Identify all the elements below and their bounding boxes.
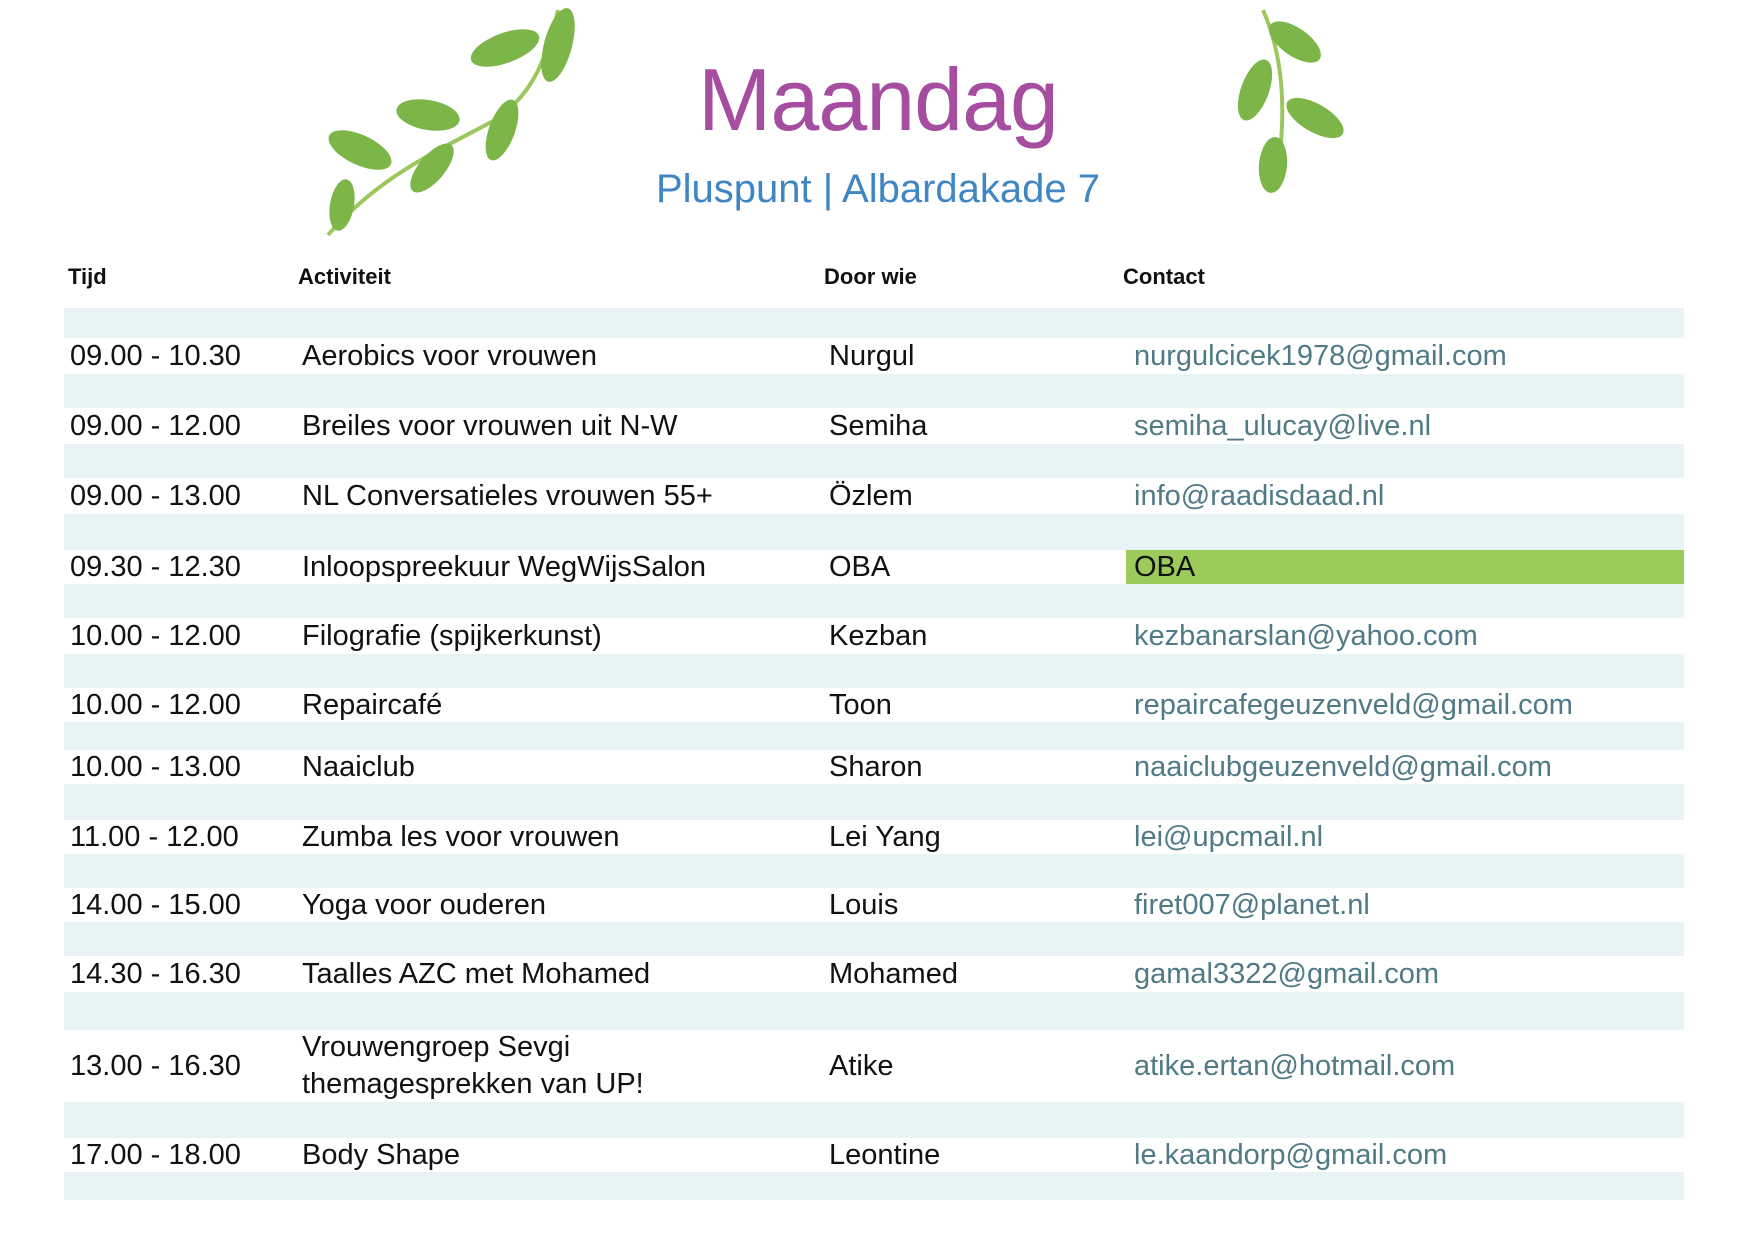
contact-cell[interactable]: nurgulcicek1978@gmail.com: [1134, 339, 1507, 372]
activity-cell: Taalles AZC met Mohamed: [302, 957, 651, 990]
activity-cell: Naaiclub: [302, 750, 415, 783]
row-separator: [64, 514, 1684, 550]
activity-cell: Zumba les voor vrouwen: [302, 820, 620, 853]
contact-cell[interactable]: gamal3322@gmail.com: [1134, 957, 1440, 990]
row-separator: [64, 654, 1684, 688]
activity-cell: Repaircafé: [302, 688, 443, 721]
activity-cell: Body Shape: [302, 1138, 461, 1171]
row-separator: [64, 922, 1684, 956]
table-row: [64, 1030, 1684, 1102]
table-row: [64, 478, 1684, 514]
table-row: [64, 618, 1684, 654]
by-whom-cell: Özlem: [829, 479, 913, 512]
contact-cell: OBA: [1126, 550, 1684, 584]
table-header: [64, 262, 1684, 292]
column-header-time: Tijd: [68, 264, 107, 289]
contact-cell[interactable]: firet007@planet.nl: [1134, 888, 1370, 921]
time-cell: 10.00 - 13.00: [70, 750, 241, 783]
column-header-contact: Contact: [1123, 264, 1205, 289]
by-whom-cell: Toon: [829, 688, 892, 721]
time-cell: 17.00 - 18.00: [70, 1138, 241, 1171]
by-whom-cell: Kezban: [829, 619, 928, 652]
column-header-by-whom: Door wie: [824, 264, 917, 289]
page-header: [0, 0, 1746, 240]
contact-cell[interactable]: naaiclubgeuzenveld@gmail.com: [1134, 750, 1552, 783]
by-whom-cell: Semiha: [829, 409, 928, 442]
activity-cell: Breiles voor vrouwen uit N-W: [302, 409, 678, 442]
time-cell: 09.00 - 10.30: [70, 339, 241, 372]
time-cell: 14.00 - 15.00: [70, 888, 241, 921]
time-cell: 13.00 - 16.30: [70, 1049, 241, 1082]
row-separator: [64, 444, 1684, 478]
table-row: [64, 750, 1684, 784]
row-separator: [64, 1172, 1684, 1200]
by-whom-cell: Nurgul: [829, 339, 915, 372]
time-cell: 14.30 - 16.30: [70, 957, 241, 990]
time-cell: 09.00 - 13.00: [70, 479, 241, 512]
row-separator: [64, 784, 1684, 820]
row-separator: [64, 374, 1684, 408]
table-row: [64, 338, 1684, 374]
activity-cell: Yoga voor ouderen: [302, 888, 547, 921]
contact-cell[interactable]: lei@upcmail.nl: [1134, 820, 1324, 853]
activity-cell: Filografie (spijkerkunst): [302, 619, 602, 652]
time-cell: 10.00 - 12.00: [70, 688, 241, 721]
row-separator: [64, 1102, 1684, 1138]
row-separator: [64, 722, 1684, 750]
time-cell: 10.00 - 12.00: [70, 619, 241, 652]
table-row: [64, 550, 1684, 584]
time-cell: 09.00 - 12.00: [70, 409, 241, 442]
by-whom-cell: Leontine: [829, 1138, 941, 1171]
row-separator: [64, 308, 1684, 338]
activity-cell: Aerobics voor vrouwen: [302, 339, 597, 372]
by-whom-cell: Lei Yang: [829, 820, 941, 853]
contact-cell[interactable]: kezbanarslan@yahoo.com: [1134, 619, 1478, 652]
contact-cell[interactable]: atike.ertan@hotmail.com: [1134, 1049, 1456, 1082]
contact-cell[interactable]: repaircafegeuzenveld@gmail.com: [1134, 688, 1573, 721]
row-separator: [64, 854, 1684, 888]
table-row: [64, 820, 1684, 854]
table-row: [64, 408, 1684, 444]
contact-cell[interactable]: le.kaandorp@gmail.com: [1134, 1138, 1448, 1171]
table-row: [64, 1138, 1684, 1172]
table-row: [64, 956, 1684, 992]
schedule-table: [64, 308, 1684, 1200]
by-whom-cell: Atike: [829, 1049, 894, 1082]
by-whom-cell: Sharon: [829, 750, 923, 783]
time-cell: 11.00 - 12.00: [70, 820, 239, 853]
activity-cell: Vrouwengroep Sevgi themagesprekken van UP!: [302, 1031, 644, 1100]
page-title: Maandag: [698, 50, 1058, 149]
table-row: [64, 688, 1684, 722]
activity-cell: NL Conversatieles vrouwen 55+: [302, 479, 713, 512]
page-subtitle: Pluspunt | Albardakade 7: [655, 167, 1101, 211]
by-whom-cell: Mohamed: [829, 957, 958, 990]
contact-cell[interactable]: semiha_ulucay@live.nl: [1134, 409, 1432, 442]
by-whom-cell: OBA: [829, 550, 891, 583]
by-whom-cell: Louis: [829, 888, 899, 921]
activity-cell: Inloopspreekuur WegWijsSalon: [302, 550, 707, 583]
contact-cell[interactable]: info@raadisdaad.nl: [1134, 479, 1385, 512]
time-cell: 09.30 - 12.30: [70, 550, 241, 583]
column-header-activity: Activiteit: [298, 264, 391, 289]
table-row: [64, 888, 1684, 922]
row-separator: [64, 992, 1684, 1030]
row-separator: [64, 584, 1684, 618]
